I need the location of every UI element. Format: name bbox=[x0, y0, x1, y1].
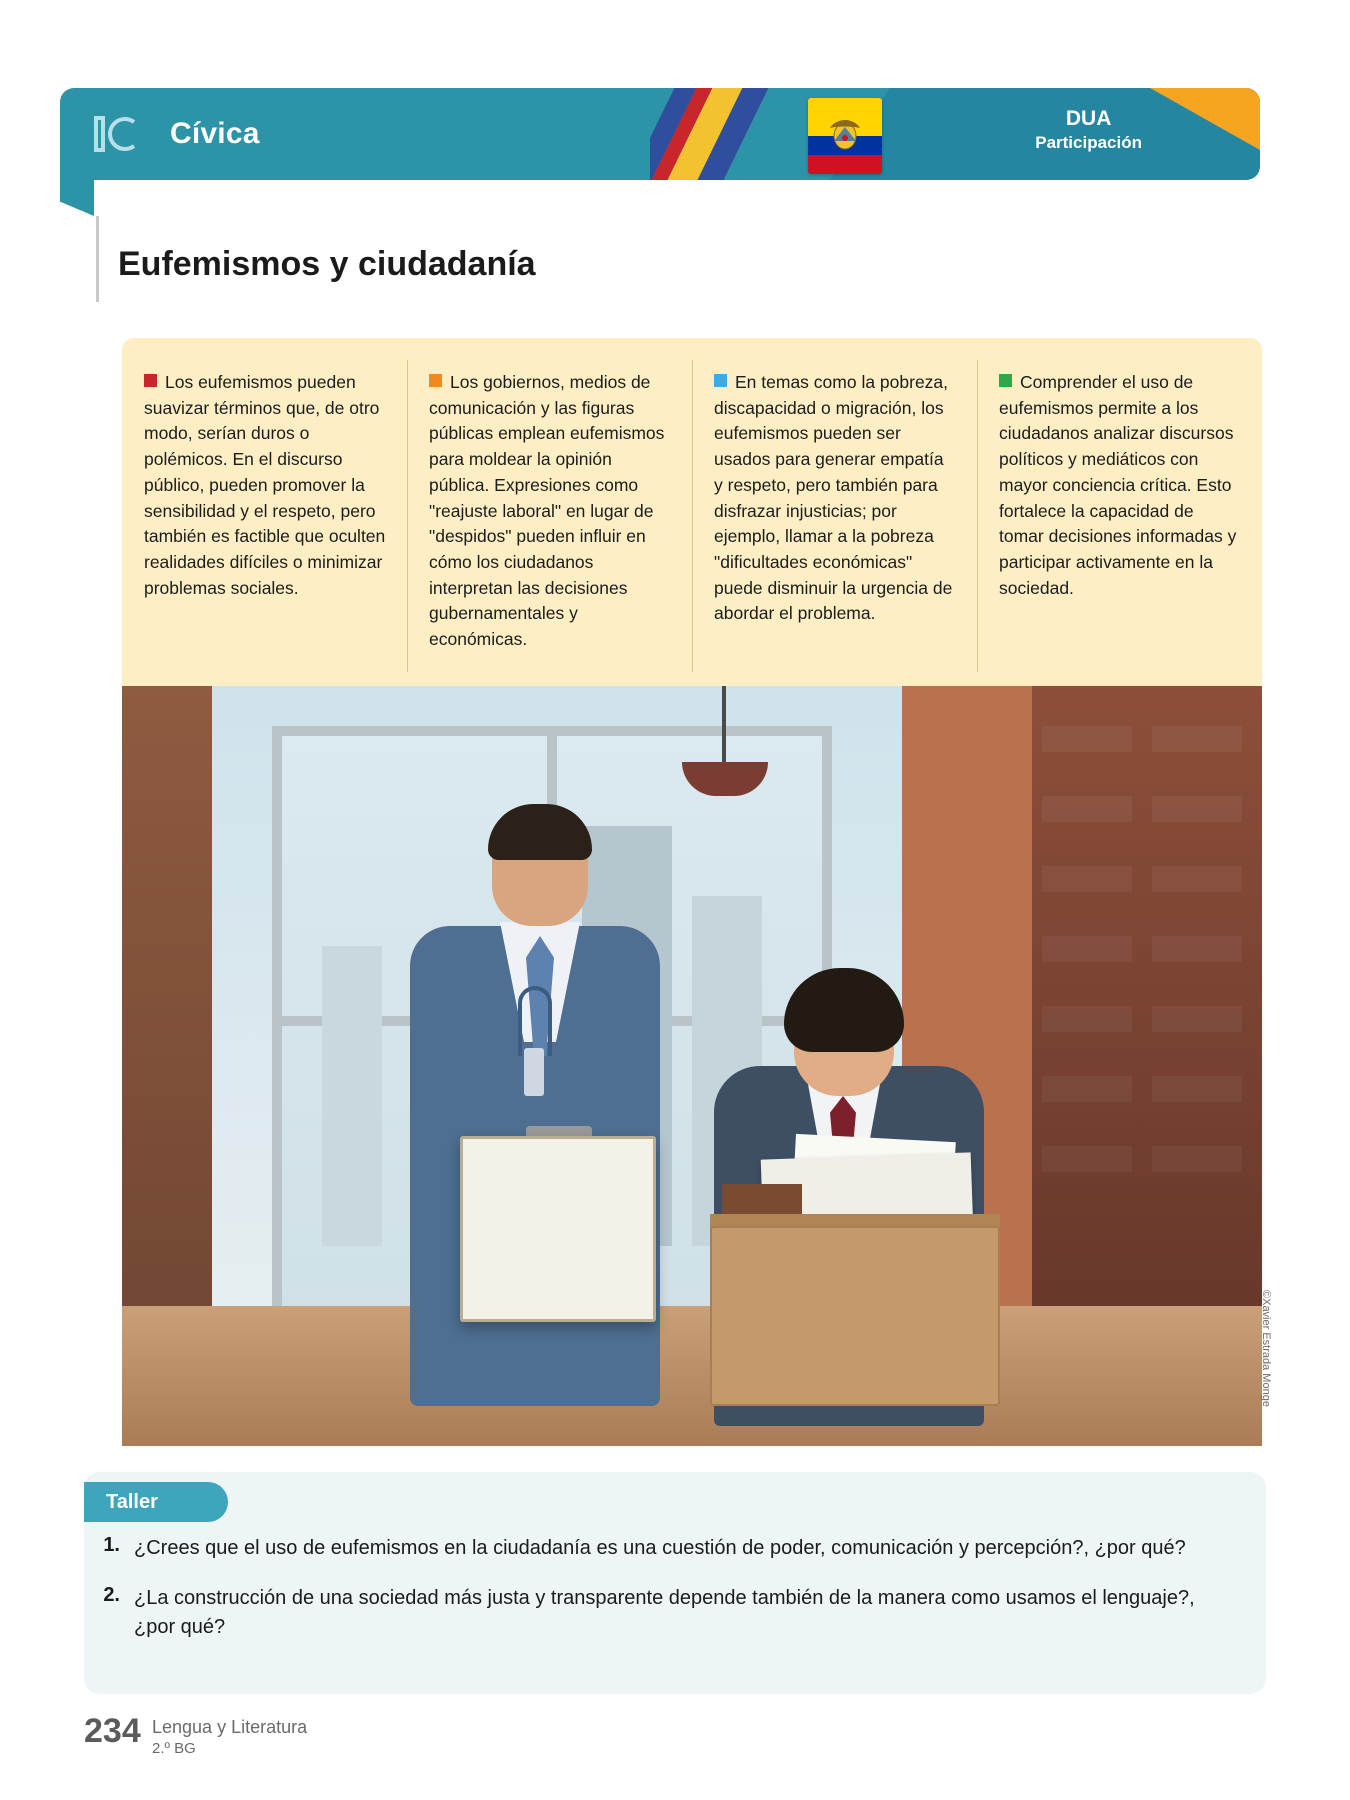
idea-column bbox=[692, 338, 977, 686]
idea-text: Los gobiernos, medios de comunicación y las figuras públicas emplean eufemismos para moldear la opinión pública. Expresiones como "reajuste laboral" en lugar de "despidos" pueden influir en cómo los ciudadanos interpretan las decisiones gubernamentales y económicas. bbox=[429, 372, 665, 650]
taller-label: Taller bbox=[84, 1482, 228, 1522]
ecuador-flag-icon bbox=[808, 98, 882, 174]
idea-text: En temas como la pobreza, discapacidad o migración, los eufemismos pueden ser usados para generar empatía y respeto, pero también para disfrazar injusticias; por ejemplo, llamar a la pobreza "dificultades económicas" puede disminuir la urgencia de abordar el problema. bbox=[714, 372, 953, 624]
page-title: Eufemismos y ciudadanía bbox=[118, 245, 536, 283]
list-item bbox=[92, 1584, 1262, 1641]
header-tail-shape bbox=[60, 180, 94, 216]
idea-text: Los eufemismos pueden suavizar términos que, de otro modo, serían duros o polémicos. En el discurso público, pueden promover la sensibilidad y el respeto, pero también es factible que oculten realidades difíciles o minimizar problemas sociales. bbox=[144, 372, 386, 598]
title-rule bbox=[96, 216, 99, 302]
bullet-icon bbox=[429, 374, 442, 387]
dua-subtitle: Participación bbox=[1035, 133, 1142, 153]
dua-block bbox=[1035, 106, 1142, 154]
taller-question-list bbox=[92, 1534, 1262, 1663]
question-number: 2. bbox=[103, 1584, 120, 1607]
header-left-group bbox=[60, 88, 260, 180]
bullet-icon bbox=[999, 374, 1012, 387]
question-text: ¿Crees que el uso de eufemismos en la ciudadanía es una cuestión de poder, comunicación y percepción?, ¿por qué? bbox=[134, 1537, 1186, 1559]
clipboard bbox=[460, 1136, 656, 1322]
idea-column bbox=[122, 338, 407, 686]
dua-title: DUA bbox=[1065, 107, 1112, 130]
header-stripes bbox=[650, 88, 770, 180]
image-credit: ©Xavier Estrada Monge bbox=[1260, 1290, 1272, 1407]
key-ideas-panel bbox=[122, 338, 1262, 686]
lesson-illustration bbox=[122, 686, 1262, 1446]
book-title: Lengua y Literatura bbox=[152, 1717, 308, 1737]
bullet-icon bbox=[714, 374, 727, 387]
idea-column bbox=[407, 338, 692, 686]
page-header-banner bbox=[60, 88, 1260, 180]
idea-text: Comprender el uso de eufemismos permite a los ciudadanos analizar discursos políticos y mediáticos con mayor conciencia crítica. Esto fortalece la capacidad de tomar decisiones informadas y participar activamente en la sociedad. bbox=[999, 372, 1237, 598]
header-decoration bbox=[640, 88, 1260, 180]
question-number: 1. bbox=[103, 1534, 120, 1556]
idea-column bbox=[977, 338, 1262, 686]
book-level: 2.º BG bbox=[152, 1740, 196, 1758]
bullet-icon bbox=[144, 374, 157, 387]
footer-info bbox=[152, 1716, 307, 1759]
list-item bbox=[92, 1534, 1262, 1562]
ic-logo-icon bbox=[94, 114, 154, 154]
subject-title: Cívica bbox=[170, 117, 260, 150]
page-number: 234 bbox=[84, 1712, 141, 1750]
question-text: ¿La construcción de una sociedad más justa y transparente depende también de la manera como usamos el lenguaje?, ¿por qué? bbox=[134, 1587, 1195, 1638]
